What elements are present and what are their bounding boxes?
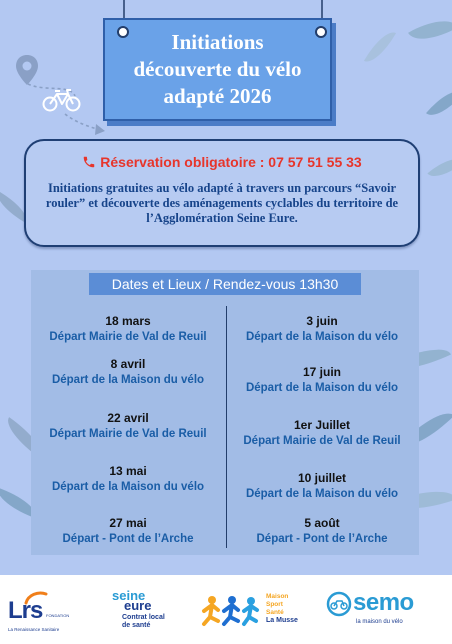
lrs-subtitle: La Renaissance Sanitaire [8, 627, 60, 632]
entry-date: 13 mai [109, 464, 147, 478]
semo-mark: semo [353, 589, 414, 616]
entry-place: Départ - Pont de l’Arche [256, 533, 388, 545]
entry-date: 3 juin [306, 314, 338, 328]
semo-bike-icon [326, 591, 352, 617]
schedule-header: Dates et Lieux / Rendez-vous 13h30 [89, 273, 361, 295]
phone-icon [82, 155, 96, 169]
reservation-box [24, 139, 420, 247]
schedule-entry [225, 365, 419, 396]
schedule-entry [225, 418, 419, 449]
entry-date: 5 août [304, 516, 340, 530]
entry-date: 22 avril [107, 411, 149, 425]
title-line: découverte du vélo [133, 57, 302, 81]
maison-sport-line1: Maison [266, 593, 289, 600]
entry-date: 27 mai [109, 516, 147, 530]
seine-eure-line2: eure [124, 598, 152, 613]
leaf-decoration [427, 150, 452, 185]
pin-icon [117, 26, 129, 38]
entry-place: Départ de la Maison du vélo [245, 382, 399, 394]
partner-logos [0, 575, 452, 644]
reservation-text: Réservation obligatoire : 07 57 51 55 33 [100, 154, 362, 170]
seine-eure-sub1: Contrat local [122, 614, 165, 621]
lrs-foundation: FONDATION [46, 613, 70, 618]
entry-place: Départ - Pont de l’Arche [62, 533, 194, 545]
maison-sport-line3: Santé [266, 609, 284, 616]
schedule-entry [31, 516, 225, 547]
running-figures-icon [200, 595, 260, 627]
entry-date: 8 avril [110, 357, 146, 371]
pin-icon [315, 26, 327, 38]
entry-place: Départ de la Maison du vélo [245, 488, 399, 500]
schedule-entry [31, 464, 225, 495]
title-line: Initiations [171, 30, 264, 54]
schedule-entry [31, 411, 225, 442]
schedule-entry [225, 516, 419, 547]
lrs-mark: Lrs [8, 597, 43, 624]
schedule-entry [31, 314, 225, 345]
title-box [103, 18, 332, 121]
seine-eure-logo [112, 589, 176, 635]
entry-place: Départ de la Maison du vélo [51, 374, 205, 386]
reservation-description: Initiations gratuites au vélo adapté à travers un parcours “Savoir rouler” et découverte des aménagements cyclables du territoire de l’Agglomération Seine Eure. [45, 181, 399, 225]
entry-date: 17 juin [302, 365, 341, 379]
entry-place: Départ Mairie de Val de Reuil [49, 331, 207, 343]
maison-sport-sante-logo [200, 593, 310, 635]
entry-place: Départ Mairie de Val de Reuil [49, 428, 207, 440]
semo-logo [326, 591, 436, 635]
entry-place: Départ Mairie de Val de Reuil [243, 435, 401, 447]
lrs-logo [8, 591, 70, 635]
entry-date: 18 mars [105, 314, 151, 328]
seine-eure-line1: seine [112, 588, 146, 603]
maison-sport-line2: Sport [266, 601, 283, 608]
schedule-panel [31, 270, 419, 555]
semo-subtitle: la maison du vélo [356, 619, 403, 625]
bicycle-icon [42, 88, 82, 112]
entry-place: Départ de la Maison du vélo [245, 331, 399, 343]
entry-date: 1er Juillet [293, 418, 351, 432]
maison-sport-line4: La Musse [266, 617, 298, 624]
schedule-entry [225, 471, 419, 502]
title-line: adapté 2026 [163, 84, 272, 108]
entry-date: 10 juillet [297, 471, 347, 485]
schedule-entry [31, 357, 225, 388]
seine-eure-sub2: de santé [122, 622, 151, 629]
leaf-decoration [426, 83, 452, 124]
entry-place: Départ de la Maison du vélo [51, 481, 205, 493]
schedule-entry [225, 314, 419, 345]
reservation-line [26, 154, 418, 170]
